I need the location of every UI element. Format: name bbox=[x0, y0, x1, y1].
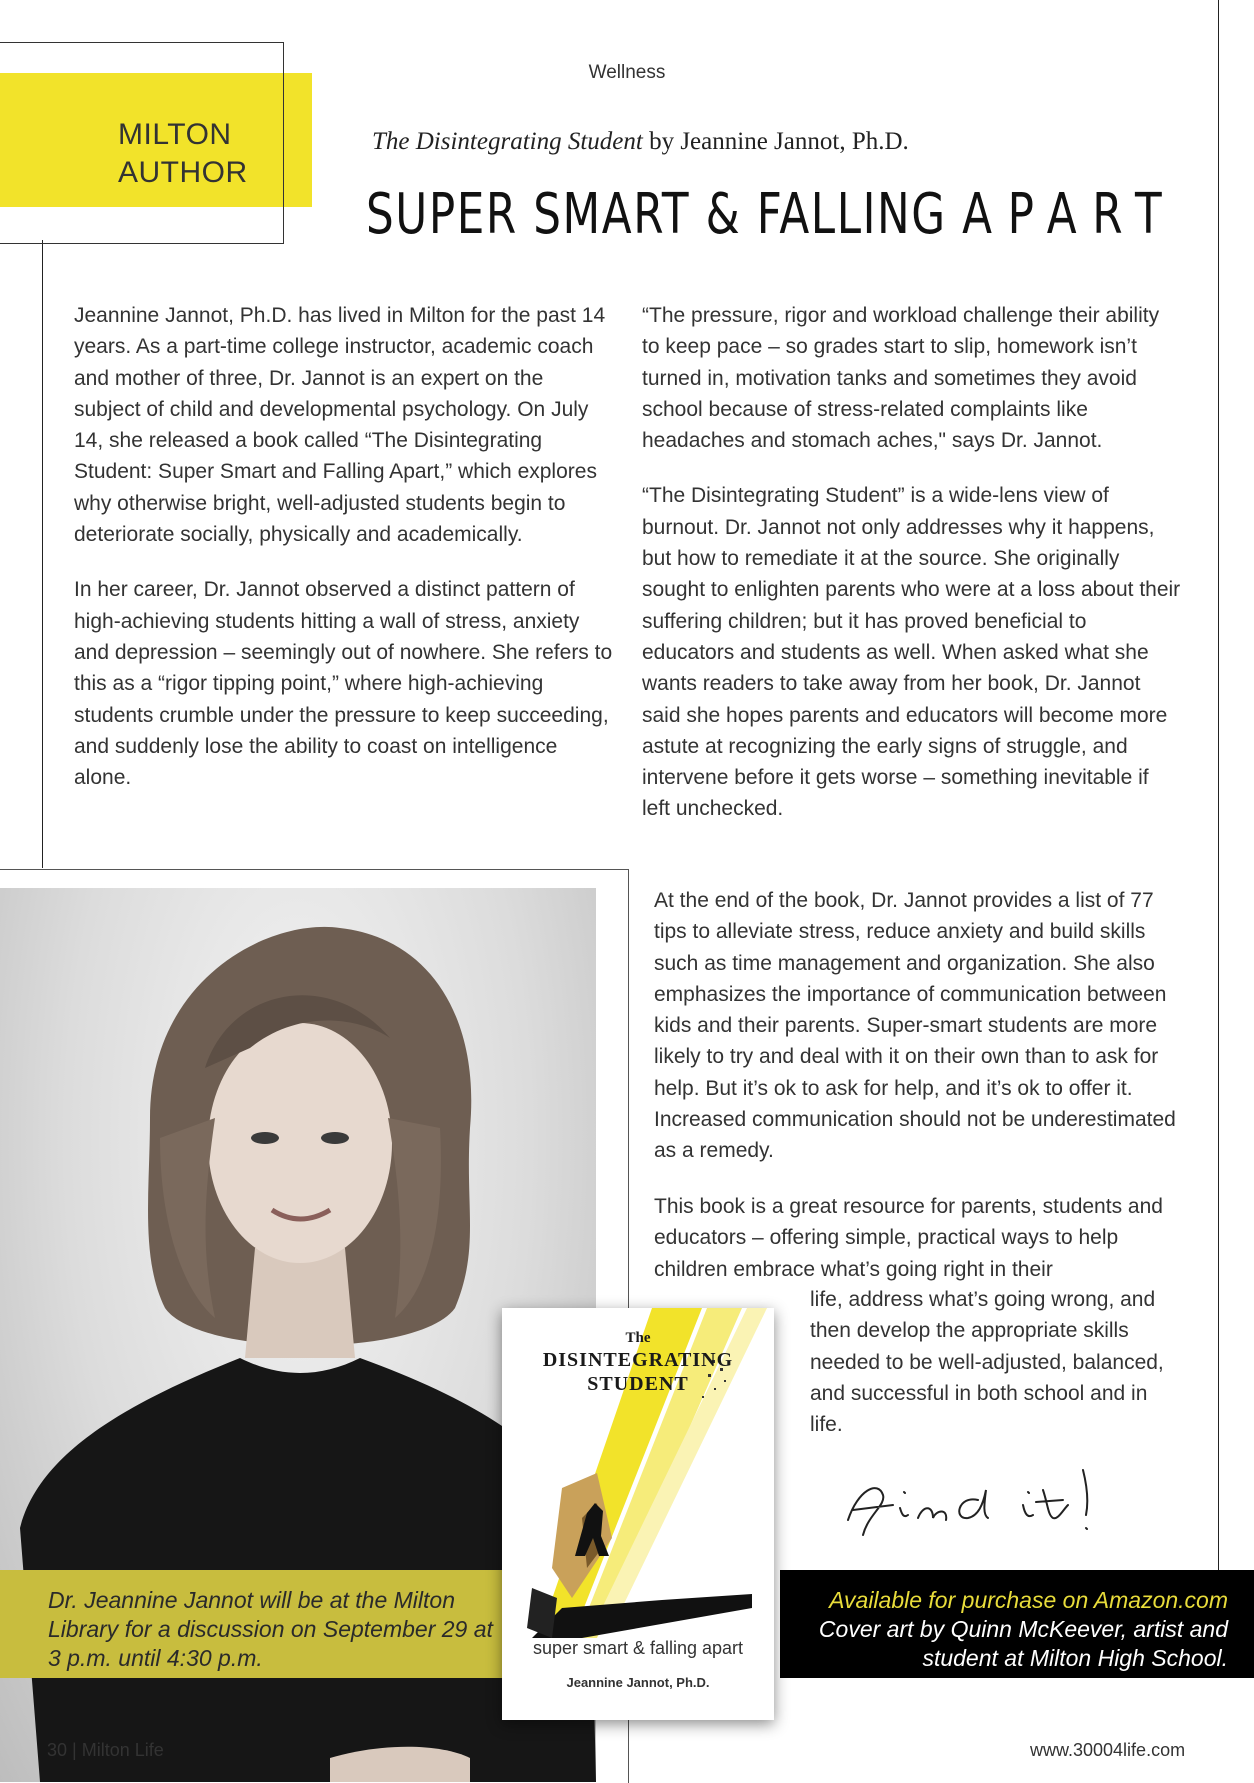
website-url[interactable]: www.30004life.com bbox=[1030, 1740, 1186, 1760]
article-column-right bbox=[642, 300, 1182, 849]
find-it-signature bbox=[838, 1460, 1108, 1545]
purchase-link-text: Available for purchase on Amazon.com bbox=[829, 1587, 1228, 1613]
book-title-line-1: DISINTEGRATING bbox=[542, 1349, 734, 1371]
purchase-caption-text bbox=[780, 1586, 1228, 1673]
badge-line-1: MILTON bbox=[118, 118, 232, 151]
byline bbox=[372, 128, 909, 156]
book-subtitle: super smart & falling apart bbox=[532, 1638, 744, 1658]
paragraph: “The Disintegrating Student” is a wide-lens view of burnout. Dr. Jannot not only addresses why it happens, but how to remediate it at the source. She originally sought to enlighten parents who were at a loss about their suffering children; but it has proved beneficial to educators and students as well. When asked what she wants readers to take away from her book, Dr. Jannot said she hopes parents and educators will become more astute at recognizing the early signs of struggle, and intervene before it gets worse – something inevitable if left unchecked. bbox=[642, 484, 1181, 821]
page-number-folio: 30 | Milton Life bbox=[47, 1740, 164, 1760]
headline bbox=[366, 182, 1177, 247]
paragraph: Jeannine Jannot, Ph.D. has lived in Milton for the past 14 years. As a part-time college instructor, academic coach and mother of three, Dr. Jannot is an expert on the subject of child and developmental psychology. On July 14, she released a book called “The Disintegrating Student: Super Smart and Falling Apart,” which explores why otherwise bright, well-adjusted students begin to deteriorate socially, physically and academically. bbox=[74, 304, 606, 547]
badge-text bbox=[118, 116, 248, 192]
article-column-right-lower bbox=[654, 885, 1184, 1191]
byline-book-title: The Disintegrating Student bbox=[372, 128, 643, 155]
byline-author: by Jeannine Jannot, Ph.D. bbox=[642, 128, 909, 155]
paragraph: At the end of the book, Dr. Jannot provides a list of 77 tips to alleviate stress, reduce anxiety and build skills such as time management and organization. She also emphasizes the importance of communication between kids and their parents. Super-smart students are more likely to try and deal with it on their own than to ask for help. But it’s ok to ask for help, and it’s ok to offer it. Increased communication should not be underestimated as a remedy. bbox=[654, 889, 1176, 1163]
frame-line-left bbox=[42, 240, 43, 868]
article-column-left bbox=[74, 300, 614, 817]
headline-spaced: APART bbox=[962, 182, 1178, 247]
section-label: Wellness bbox=[588, 62, 666, 83]
find-it-script-art bbox=[838, 1460, 1108, 1540]
headline-main: SUPER SMART & FALLING bbox=[366, 182, 963, 247]
book-author: Jeannine Jannot, Ph.D. bbox=[566, 1675, 710, 1690]
book-title-line-2: STUDENT bbox=[587, 1373, 689, 1395]
book-title-the: The bbox=[625, 1330, 651, 1346]
paragraph: “The pressure, rigor and workload challenge their ability to keep pace – so grades start to slip, homework isn’t turned in, motivation tanks and sometimes they avoid school because of stress-related complaints like headaches and stomach aches," says Dr. Jannot. bbox=[642, 304, 1160, 453]
frame-line-right bbox=[1218, 0, 1219, 1570]
event-caption-text: Dr. Jeannine Jannot will be at the Milton Library for a discussion on September 29 at 3 p.m. until 4:30 p.m. bbox=[48, 1587, 493, 1671]
book-cover bbox=[502, 1308, 774, 1720]
book-title bbox=[502, 1348, 774, 1396]
paragraph-final-end: life, address what’s going wrong, and then develop the appropriate skills needed to be well-adjusted, balanced, and successful in both school and in life. bbox=[810, 1288, 1164, 1437]
paragraph: In her career, Dr. Jannot observed a distinct pattern of high-achieving students hitting a wall of stress, anxiety and depression – seemingly out of nowhere. She refers to this as a “rigor tipping point,” where high-achieving students crumble under the pressure to keep succeeding, and suddenly lose the ability to coast on intelligence alone. bbox=[74, 578, 613, 790]
cover-credit: Cover art by Quinn McKeever, artist and student at Milton High School. bbox=[818, 1616, 1228, 1671]
paragraph-final-start: This book is a great resource for parents, students and educators – offering simple, practical ways to help children embrace what’s going right in their bbox=[654, 1195, 1163, 1281]
badge-line-2: AUTHOR bbox=[118, 156, 248, 189]
